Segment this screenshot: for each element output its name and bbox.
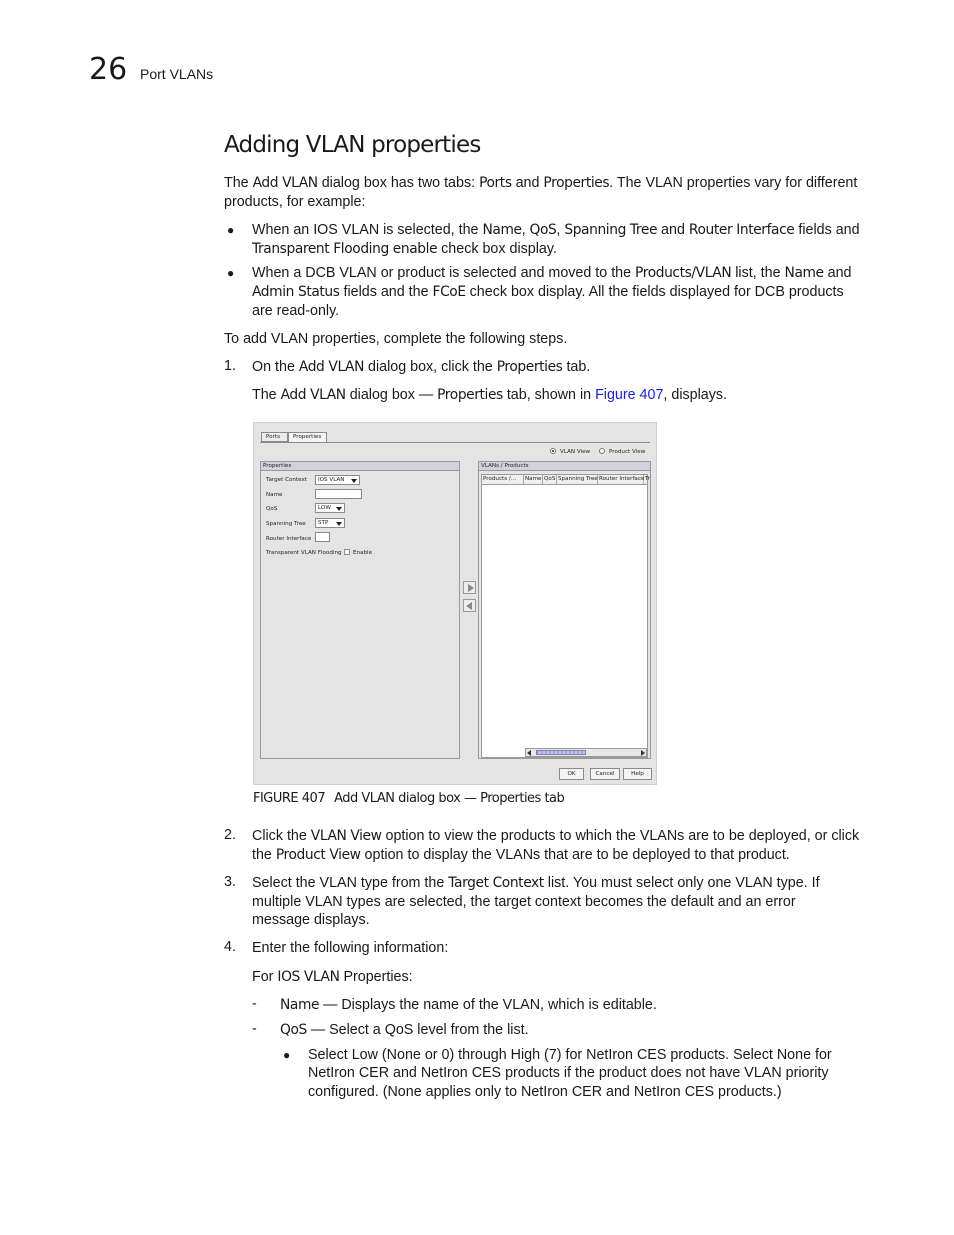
name-input[interactable] (315, 489, 362, 499)
column-header-products[interactable]: Products /... (482, 475, 524, 484)
router-interface-label: Router Interface (266, 536, 312, 542)
text-run: fields and (794, 222, 860, 238)
step4-for-line (252, 968, 413, 987)
name-label: Name (266, 492, 283, 498)
ok-button[interactable]: OK (559, 768, 584, 780)
scroll-left-icon[interactable] (527, 750, 531, 756)
ui-term: Add VLAN (280, 387, 346, 403)
intro-line-2: products, for example: (224, 194, 366, 210)
section-title: Adding VLAN properties (224, 132, 481, 158)
add-vlan-dialog-screenshot (253, 422, 657, 785)
qos-label: QoS (266, 506, 278, 512)
text-run: fields and the (339, 284, 433, 300)
chevron-down-icon (351, 479, 357, 483)
figure-label: FIGURE 407 (253, 791, 326, 806)
text-run: , (556, 222, 565, 238)
text-run: — Displays the name of the VLAN, which is editable. (319, 997, 657, 1013)
vlans-products-panel (478, 461, 651, 759)
transparent-flooding-label: Transparent VLAN Flooding (266, 550, 342, 556)
text-run: Properties: (339, 969, 413, 985)
table-header (482, 475, 650, 485)
dash-marker: - (252, 996, 257, 1012)
properties-panel (260, 461, 460, 759)
text-run: and (823, 265, 852, 281)
text-run: . The VLAN properties vary for different (609, 175, 858, 191)
chevron-down-icon (336, 507, 342, 511)
move-left-button[interactable] (463, 599, 476, 612)
ui-term: Name (482, 222, 522, 238)
bullet2-line-1 (252, 264, 851, 283)
transparent-flooding-checkbox[interactable] (344, 549, 350, 555)
text-run: For (252, 969, 278, 985)
product-view-radio[interactable] (599, 448, 605, 454)
ui-term: Ports (479, 175, 512, 191)
vlans-products-panel-title: VLANs / Products (479, 462, 650, 471)
ui-term: QoS (529, 222, 557, 238)
text-run: dialog box — (345, 387, 438, 403)
ui-term: QoS (280, 1022, 307, 1038)
figure-link[interactable]: Figure 407 (595, 387, 664, 403)
bullet2-line-3: are read-only. (252, 303, 340, 319)
step1-text (252, 358, 590, 377)
step2-line-2 (252, 846, 790, 865)
text-run: — Select a QoS level from the list. (306, 1022, 529, 1038)
vlan-view-label: VLAN View (560, 449, 591, 455)
step-number: 2. (224, 827, 236, 843)
text-run: tab, shown in (502, 387, 596, 403)
target-context-value: IOS VLAN (318, 477, 345, 483)
ui-term: Properties (496, 359, 563, 375)
column-header-truncated[interactable]: Tr (645, 476, 650, 482)
text-run: Click the (252, 828, 311, 844)
ui-term: Name (784, 265, 824, 281)
spanning-tree-value: STP (318, 520, 329, 526)
ui-term: VLAN View (310, 828, 382, 844)
bullet1-line-2 (252, 240, 557, 259)
ui-term: Name (280, 997, 320, 1013)
step2-line-1 (252, 827, 859, 846)
ui-term: Add VLAN (298, 359, 365, 375)
tab-divider (260, 442, 650, 443)
column-header-name[interactable]: Name (525, 476, 542, 482)
text-run: list. You must select only one VLAN type. If (543, 875, 820, 891)
text-run: option to display the VLANs that are to be deployed to that product. (360, 847, 790, 863)
text-run: and (657, 222, 689, 238)
properties-panel-title: Properties (261, 462, 459, 471)
scrollbar-thumb[interactable] (536, 750, 586, 755)
sub-bullet-line-3: configured. (None applies only to NetIron CER and NetIron CES products.) (308, 1084, 782, 1100)
text-run: option to view the products to which the VLANs are to be deployed, or click (381, 828, 860, 844)
ui-term: Properties (543, 175, 610, 191)
spanning-tree-label: Spanning Tree (266, 521, 306, 527)
chevron-down-icon (336, 522, 342, 526)
ui-term: Product View (275, 847, 361, 863)
text-run: , displays. (663, 387, 727, 403)
vlan-view-radio[interactable] (550, 448, 556, 454)
bullet1-line-1 (252, 221, 860, 240)
ui-term: Admin Status (252, 284, 340, 300)
ui-term: Add VLAN (252, 175, 318, 191)
text-run: On the (252, 359, 299, 375)
help-button[interactable]: Help (623, 768, 652, 780)
cancel-button[interactable]: Cancel (590, 768, 620, 780)
move-right-button[interactable] (463, 581, 476, 594)
step3-line-2: multiple VLAN types are selected, the target context becomes the default and an error (252, 894, 796, 910)
text-run: Select the VLAN type from the (252, 875, 449, 891)
step3-line-1 (252, 874, 820, 893)
column-header-router-interface[interactable]: Router Interface (599, 476, 645, 482)
step1-result (252, 386, 727, 405)
bullet2-line-2 (252, 283, 844, 302)
arrow-right-icon (468, 584, 474, 592)
qos-select[interactable] (315, 503, 345, 513)
column-header-spanning-tree[interactable]: Spanning Tree (558, 476, 598, 482)
spanning-tree-select[interactable] (315, 518, 345, 528)
text-run: The (224, 175, 253, 191)
text-run: When a DCB VLAN or product is selected and moved to the (252, 265, 636, 281)
target-context-select[interactable] (315, 475, 360, 485)
ui-term: Target Context (448, 875, 544, 891)
chapter-number: 26 (89, 52, 128, 87)
ui-term: Router Interface (688, 222, 795, 238)
figure-caption-text: Add VLAN dialog box — Properties tab (334, 791, 565, 806)
tab-properties[interactable]: Properties (288, 432, 327, 443)
text-run: check box display. (437, 241, 557, 257)
step4-text: Enter the following information: (252, 940, 449, 956)
bullet-marker: ● (283, 1048, 291, 1062)
enable-label: Enable (353, 550, 373, 556)
text-run: The (252, 387, 281, 403)
sub-bullet-line-2: NetIron CER and NetIron CES products if the product does not have VLAN priority (308, 1065, 829, 1081)
intro-line-1 (224, 174, 857, 193)
text-run: and (511, 175, 544, 191)
product-view-label: Product View (609, 449, 646, 455)
column-header-qos[interactable]: QoS (544, 476, 556, 482)
text-run: dialog box has two tabs: (317, 175, 480, 191)
dash2-text (280, 1021, 529, 1040)
step-number: 4. (224, 939, 236, 955)
bullet-marker: ● (227, 266, 235, 280)
vlans-products-table[interactable] (481, 474, 648, 758)
ui-term: FCoE (432, 284, 466, 300)
text-run: list, the (731, 265, 785, 281)
router-interface-input[interactable] (315, 532, 330, 542)
step-number: 3. (224, 874, 236, 890)
text-run: tab. (562, 359, 591, 375)
arrow-left-icon (466, 602, 472, 610)
target-context-label: Target Context (266, 477, 307, 483)
text-run: , (521, 222, 530, 238)
dash-marker: - (252, 1021, 257, 1037)
qos-value: LOW (318, 505, 331, 511)
chapter-name: Port VLANs (140, 66, 214, 82)
tab-ports[interactable]: Ports (261, 432, 288, 442)
step-number: 1. (224, 358, 236, 374)
dash1-text (280, 996, 657, 1015)
ui-term: IOS VLAN (277, 969, 340, 985)
ui-term: Properties (437, 387, 503, 403)
bullet-marker: ● (227, 223, 235, 237)
text-run: dialog box, click the (364, 359, 497, 375)
ui-term: Products/VLAN (635, 265, 732, 281)
steps-intro: To add VLAN properties, complete the following steps. (224, 331, 568, 347)
ui-term: Transparent Flooding enable (252, 241, 438, 257)
figure-caption (253, 791, 564, 806)
text-run: When an IOS VLAN is selected, the (252, 222, 483, 238)
ui-term: Spanning Tree (564, 222, 658, 238)
horizontal-scrollbar[interactable] (525, 748, 647, 757)
scroll-right-icon[interactable] (641, 750, 645, 756)
text-run: the (252, 847, 276, 863)
text-run: check box display. All the fields displayed for DCB products (465, 284, 844, 300)
sub-bullet-line-1: Select Low (None or 0) through High (7) for NetIron CES products. Select None for (308, 1047, 832, 1063)
step3-line-3: message displays. (252, 912, 370, 928)
